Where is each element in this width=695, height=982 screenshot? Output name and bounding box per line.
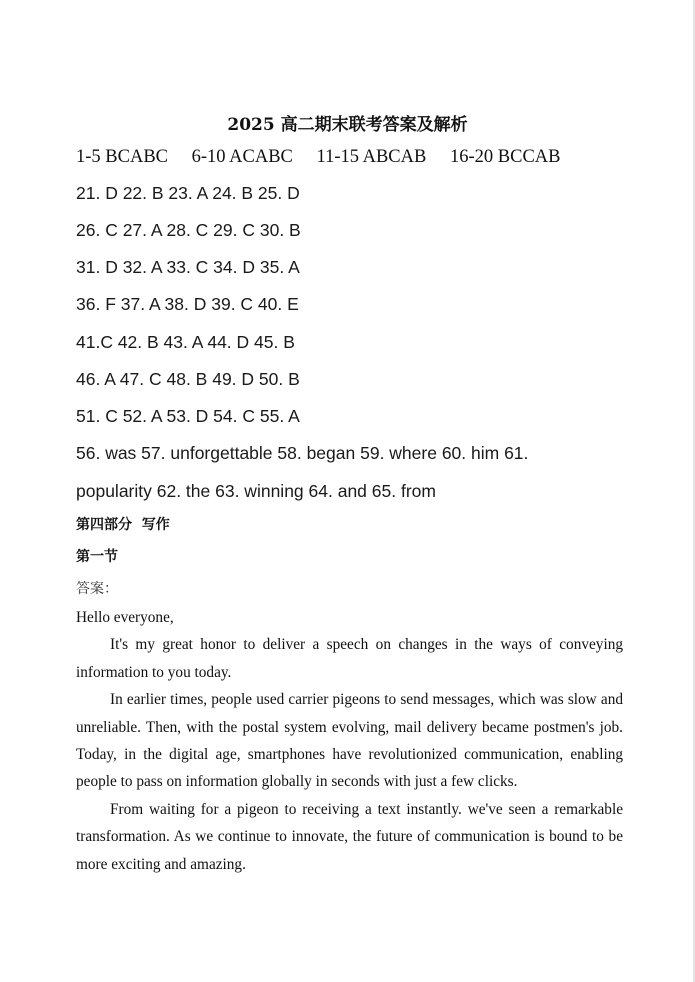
answer-group-1-5: 1-5 BCABC — [76, 147, 169, 167]
answer-line-31-35: 31. D 32. A 33. C 34. D 35. A — [76, 257, 300, 277]
answer-line-26-30: 26. C 27. A 28. C 29. C 30. B — [76, 220, 301, 240]
answer-group-6-10: 6-10 ACABC — [191, 147, 293, 167]
answer-line-41-45: 41.C 42. B 43. A 44. D 45. B — [76, 332, 295, 352]
answer-group-11-15: 11-15 ABCAB — [316, 147, 427, 167]
section-subheading: 第一节 — [76, 549, 118, 565]
essay-paragraph: In earlier times, people used carrier pigeons to send messages, which was slow and unreliable. Then, with the postal system evolving, mail delivery became postmen's job. Today, in the digital age, smartphones have revolutionized communication, enabling people to pass on information globally in seconds with just a few clicks. — [76, 691, 623, 791]
answer-line-46-50: 46. A 47. C 48. B 49. D 50. B — [76, 369, 300, 389]
document-title: 2025 高二期末联考答案及解析 — [227, 115, 468, 135]
essay-paragraph: From waiting for a pigeon to receiving a text instantly. we've seen a remarkable transformation. As we continue to innovate, the future of communication is bound to be more exciting and amazing. — [76, 800, 623, 873]
essay-paragraph: It's my great honor to deliver a speech on changes in the ways of conveying information to you today. — [76, 636, 623, 681]
answer-line-36-40: 36. F 37. A 38. D 39. C 40. E — [76, 294, 299, 314]
answer-line-51-55: 51. C 52. A 53. D 54. C 55. A — [76, 406, 300, 426]
multiple-choice-answers — [76, 146, 561, 168]
answer-line-21-25: 21. D 22. B 23. A 24. B 25. D — [76, 183, 300, 203]
essay-greeting: Hello everyone, — [76, 609, 174, 626]
answer-group-16-20: 16-20 BCCAB — [449, 147, 561, 167]
answer-line-56-61: 56. was 57. unforgettable 58. began 59. where 60. him 61. — [76, 443, 529, 463]
answer-line-61-65: popularity 62. the 63. winning 64. and 65. from — [76, 481, 436, 501]
essay-body — [76, 604, 623, 878]
answer-label: 答案： — [76, 581, 118, 597]
section-heading-writing: 第四部分 写作 — [76, 517, 170, 533]
